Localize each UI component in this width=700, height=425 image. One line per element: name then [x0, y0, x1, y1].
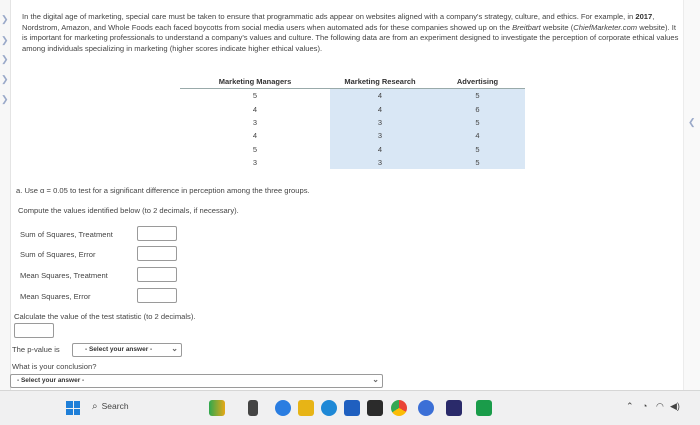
pvalue-select[interactable]: - Select your answer - ⌄ — [72, 343, 182, 357]
table-row: 4 3 4 — [180, 129, 525, 142]
chrome-browser-icon[interactable] — [391, 400, 407, 416]
chevron-right-icon[interactable]: ❯ — [1, 54, 9, 64]
sse-input[interactable] — [137, 246, 177, 261]
data-table — [180, 76, 525, 169]
app-icon[interactable] — [275, 400, 291, 416]
chevron-left-icon[interactable]: ❮ — [688, 117, 696, 127]
table-row: 5 4 5 — [180, 143, 525, 156]
sst-label: Sum of Squares, Treatment — [20, 230, 113, 239]
column-header: Marketing Managers — [180, 76, 330, 89]
sst-input[interactable] — [137, 226, 177, 241]
taskbar-search[interactable]: ⌕ Search — [92, 401, 129, 412]
taskbar — [0, 390, 700, 425]
chevron-down-icon: ⌄ — [372, 375, 379, 384]
widgets-icon[interactable] — [209, 400, 225, 416]
app-tray-icon[interactable]: ◔ — [642, 401, 648, 411]
file-explorer-icon[interactable] — [298, 400, 314, 416]
right-panel-strip — [683, 0, 700, 390]
table-row: 5 4 5 — [180, 89, 525, 103]
test-statistic-label: Calculate the value of the test statistic (to 2 decimals). — [14, 312, 196, 321]
app-icon[interactable] — [446, 400, 462, 416]
chevron-down-icon: ⌄ — [171, 344, 178, 353]
mst-label: Mean Squares, Treatment — [20, 271, 108, 280]
mse-input[interactable] — [137, 288, 177, 303]
app-icon[interactable] — [476, 400, 492, 416]
chevron-up-icon[interactable]: ⌃ — [626, 401, 634, 411]
chevron-right-icon[interactable]: ❯ — [1, 35, 9, 45]
app-icon[interactable] — [367, 400, 383, 416]
problem-intro: In the digital age of marketing, special care must be taken to ensure that programmatic ads appear on websites aligned with a company's strategy, culture, and ethics. For example, in 2017, Nordstrom, Amazon, and Whole Foods each faced boycotts from social media users when automated ads for these companies showed up on the Breitbart website (ChiefMarketer.com website). It is important for marketing professionals to understand a company's values and culture. The following data are from an experiment designed to investigate the perception of corporate ethical values among individuals specializing in marketing (higher scores indicate higher ethical values). — [22, 12, 679, 53]
search-icon: ⌕ — [92, 401, 98, 412]
wifi-icon[interactable]: ◠ — [656, 401, 664, 411]
left-panel-strip — [0, 0, 11, 390]
windows-start-icon[interactable] — [66, 401, 80, 415]
table-row: 4 4 6 — [180, 102, 525, 115]
chevron-right-icon[interactable]: ❯ — [1, 74, 9, 84]
conclusion-label: What is your conclusion? — [12, 362, 97, 371]
column-header: Advertising — [430, 76, 525, 89]
mst-input[interactable] — [137, 267, 177, 282]
sse-label: Sum of Squares, Error — [20, 250, 96, 259]
edge-browser-icon[interactable] — [321, 400, 337, 416]
question-a: a. Use α = 0.05 to test for a significant difference in perception among the three groups. — [16, 186, 310, 195]
table-row: 3 3 5 — [180, 156, 525, 169]
table-row: 3 3 5 — [180, 116, 525, 129]
mse-label: Mean Squares, Error — [20, 292, 91, 301]
pvalue-label: The p-value is — [12, 345, 60, 354]
volume-icon[interactable]: ◀) — [670, 401, 680, 411]
chevron-right-icon[interactable]: ❯ — [1, 14, 9, 24]
test-statistic-input[interactable] — [14, 323, 54, 338]
conclusion-select[interactable]: - Select your answer - ⌄ — [10, 374, 383, 388]
store-icon[interactable] — [344, 400, 360, 416]
chevron-right-icon[interactable]: ❯ — [1, 94, 9, 104]
compute-instruction: Compute the values identified below (to 2 decimals, if necessary). — [18, 206, 239, 215]
app-icon[interactable] — [418, 400, 434, 416]
task-view-icon[interactable] — [248, 400, 258, 416]
column-header: Marketing Research — [330, 76, 430, 89]
